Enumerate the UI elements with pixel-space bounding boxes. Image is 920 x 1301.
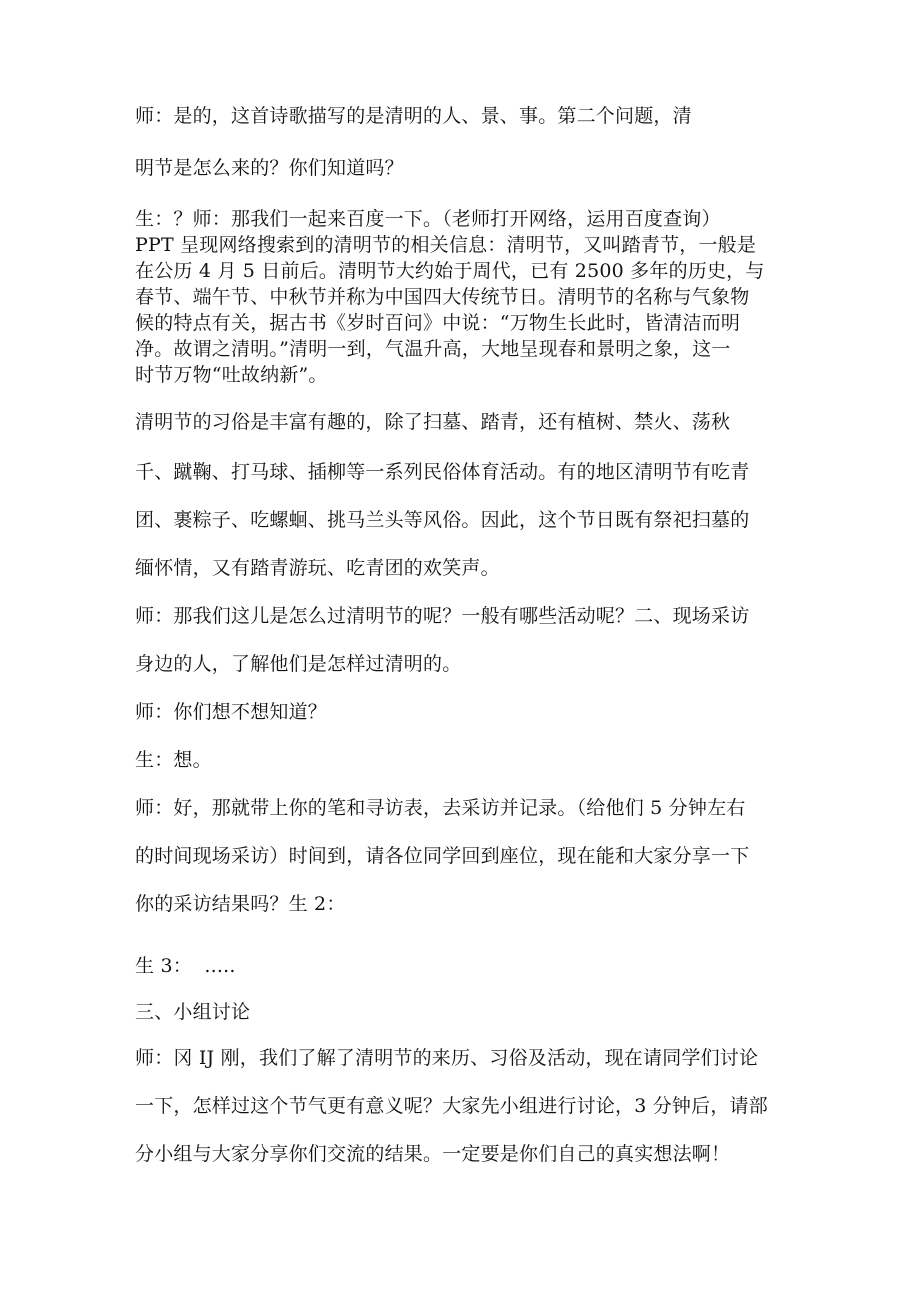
paragraph-question-origin xyxy=(135,156,795,180)
text-line: 在公历 4 月 5 日前后。清明节大约始于周代，已有 2500 多年的历史，与 xyxy=(135,260,765,282)
paragraph-local-activities xyxy=(135,604,795,628)
paragraph-customs-2 xyxy=(135,460,795,484)
text-line: PPT 呈现网络搜索到的清明节的相关信息：清明节，又叫踏青节，一般是 xyxy=(135,234,757,256)
paragraph-customs-3 xyxy=(135,508,795,532)
paragraph-teacher-poem xyxy=(135,104,795,128)
text-line: 净。故谓之清明。”清明一到，气温升高，大地呈现春和景明之象，这一 xyxy=(135,338,731,360)
text-line: 三、小组讨论 xyxy=(135,1001,251,1023)
text-line: 千、蹴鞠、打马球、插柳等一系列民俗体育活动。有的地区清明节有吃青 xyxy=(135,461,750,483)
text-line: 时节万物“吐故纳新”。 xyxy=(135,364,328,386)
text-line: 生：想。 xyxy=(135,749,212,771)
text-line: 春节、端午节、中秋节并称为中国四大传统节日。清明节的名称与气象物 xyxy=(135,286,750,308)
paragraph-want-to-know xyxy=(135,700,795,724)
text-line: 生 3： ..... xyxy=(135,955,236,977)
text-line: 师：是的，这首诗歌描写的是清明的人、景、事。第二个问题，清 xyxy=(135,105,692,127)
paragraph-student-3 xyxy=(135,954,795,978)
text-line: 生：？师：那我们一起来百度一下。（老师打开网络，运用百度查询） xyxy=(135,208,721,230)
paragraph-customs-1 xyxy=(135,410,795,434)
paragraph-student-yes xyxy=(135,748,795,772)
text-line: 明节是怎么来的？你们知道吗？ xyxy=(135,157,404,179)
paragraph-discussion-2 xyxy=(135,1094,795,1118)
text-line: 分小组与大家分享你们交流的结果。一定要是你们自己的真实想法啊！ xyxy=(135,1143,731,1165)
text-line: 师：好，那就带上你的笔和寻访表，去采访并记录。（给他们 5 分钟左右 xyxy=(135,797,746,819)
paragraph-interview xyxy=(135,652,795,676)
paragraph-baidu-search xyxy=(135,206,795,388)
text-line: 一下，怎样过这个节气更有意义呢？大家先小组进行讨论，3 分钟后，请部 xyxy=(135,1095,768,1117)
paragraph-discussion-1 xyxy=(135,1046,795,1070)
text-line: 师：冈 IJ 刚，我们了解了清明节的来历、习俗及活动，现在请同学们讨论 xyxy=(135,1047,759,1069)
text-line: 团、裹粽子、吃螺蛔、挑马兰头等风俗。因此，这个节日既有祭祀扫墓的 xyxy=(135,509,750,531)
text-line: 候的特点有关，据古书《岁时百问》中说：“万物生长此时，皆清洁而明 xyxy=(135,312,741,334)
text-line: 师：你们想不想知道？ xyxy=(135,701,328,723)
text-line: 你的采访结果吗？生 2： xyxy=(135,893,346,915)
text-line: 缅怀情，又有踏青游玩、吃青团的欢笑声。 xyxy=(135,557,500,579)
section-heading-group-discussion xyxy=(135,1000,795,1024)
paragraph-time-up xyxy=(135,844,795,868)
paragraph-customs-4 xyxy=(135,556,795,580)
text-line: 师：那我们这儿是怎么过清明节的呢？一般有哪些活动呢？二、现场采访 xyxy=(135,605,750,627)
text-line: 身边的人，了解他们是怎样过清明的。 xyxy=(135,653,462,675)
paragraph-take-pen xyxy=(135,796,795,820)
paragraph-discussion-3 xyxy=(135,1142,795,1166)
text-line: 清明节的习俗是丰富有趣的，除了扫墓、踏青，还有植树、禁火、荡秋 xyxy=(135,411,731,433)
paragraph-share-results xyxy=(135,892,795,916)
text-line: 的时间现场采访）时间到，请各位同学回到座位，现在能和大家分享一下 xyxy=(135,845,750,867)
